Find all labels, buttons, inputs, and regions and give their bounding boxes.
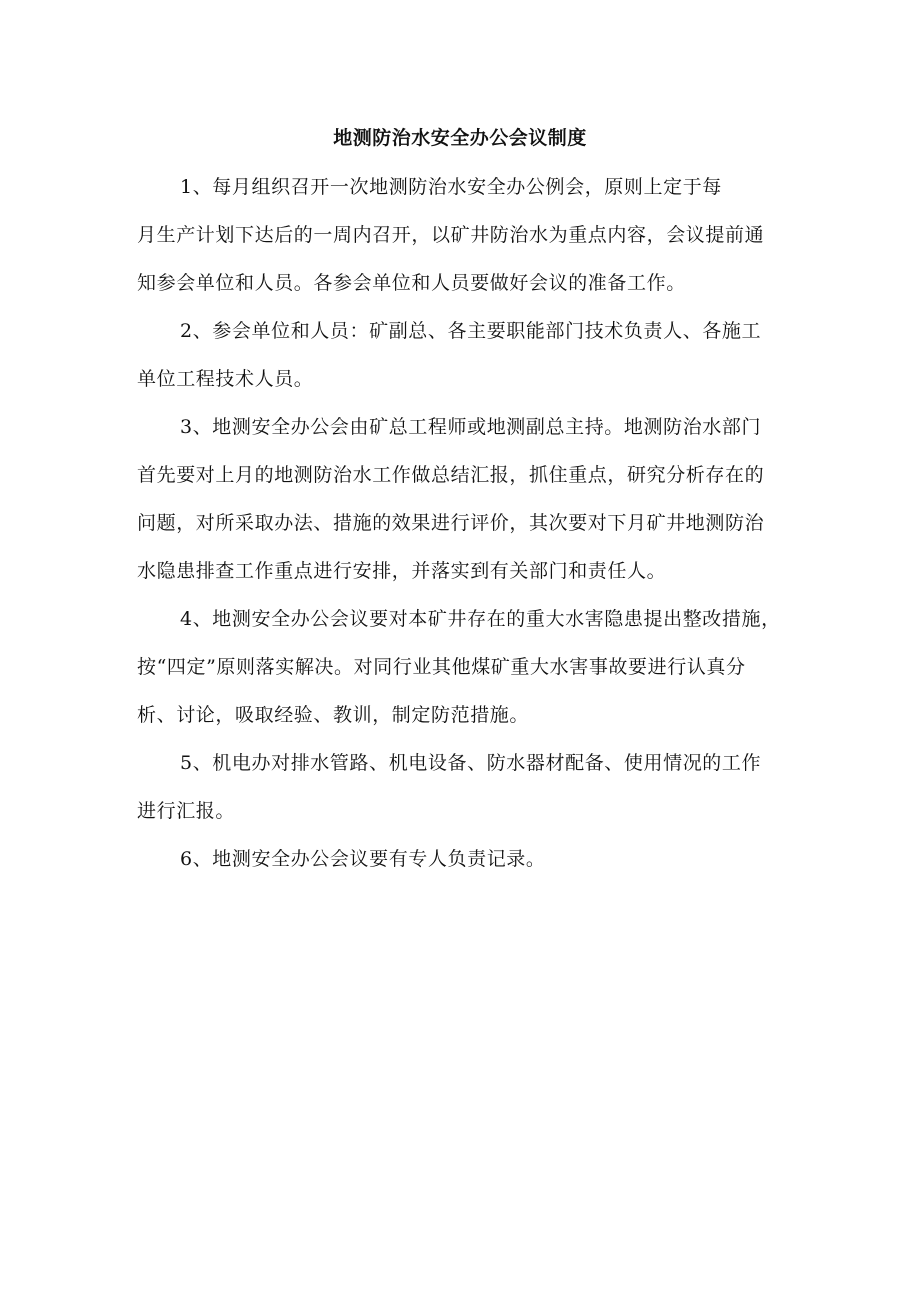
paragraph-4-line-2: 按“四定”原则落实解决。对同行业其他煤矿重大水害事故要进行认真分 (137, 656, 746, 678)
paragraph-3-line-3: 问题，对所采取办法、措施的效果进行评价，其次要对下月矿井地测防治 (137, 512, 765, 534)
paragraph-1-line-2: 月生产计划下达后的一周内召开，以矿井防治水为重点内容，会议提前通 (137, 224, 765, 246)
paragraph-3-line-2: 首先要对上月的地测防治水工作做总结汇报，抓住重点，研究分析存在的 (137, 464, 765, 486)
paragraph-2-line-2: 单位工程技术人员。 (137, 368, 314, 390)
paragraph-2-line-1: 2、参会单位和人员：矿副总、各主要职能部门技术负责人、各施工 (180, 320, 762, 342)
paragraph-6-line-1: 6、地测安全办公会议要有专人负责记录。 (180, 848, 546, 870)
paragraph-3-line-4: 水隐患排查工作重点进行安排，并落实到有关部门和责任人。 (137, 560, 667, 582)
paragraph-5-line-1: 5、机电办对排水管路、机电设备、防水器材配备、使用情况的工作 (180, 752, 762, 774)
paragraph-1-line-3: 知参会单位和人员。各参会单位和人员要做好会议的准备工作。 (137, 272, 686, 294)
paragraph-1-line-1: 1、每月组织召开一次地测防治水安全办公例会，原则上定于每 (180, 176, 722, 198)
document-title: 地测防治水安全办公会议制度 (333, 127, 587, 149)
paragraph-4-line-1: 4、地测安全办公会议要对本矿井存在的重大水害隐患提出整改措施， (180, 608, 781, 630)
paragraph-4-line-3: 析、讨论，吸取经验、教训，制定防范措施。 (137, 704, 530, 726)
paragraph-5-line-2: 进行汇报。 (137, 800, 236, 822)
paragraph-3-line-1: 3、地测安全办公会由矿总工程师或地测副总主持。地测防治水部门 (180, 416, 762, 438)
